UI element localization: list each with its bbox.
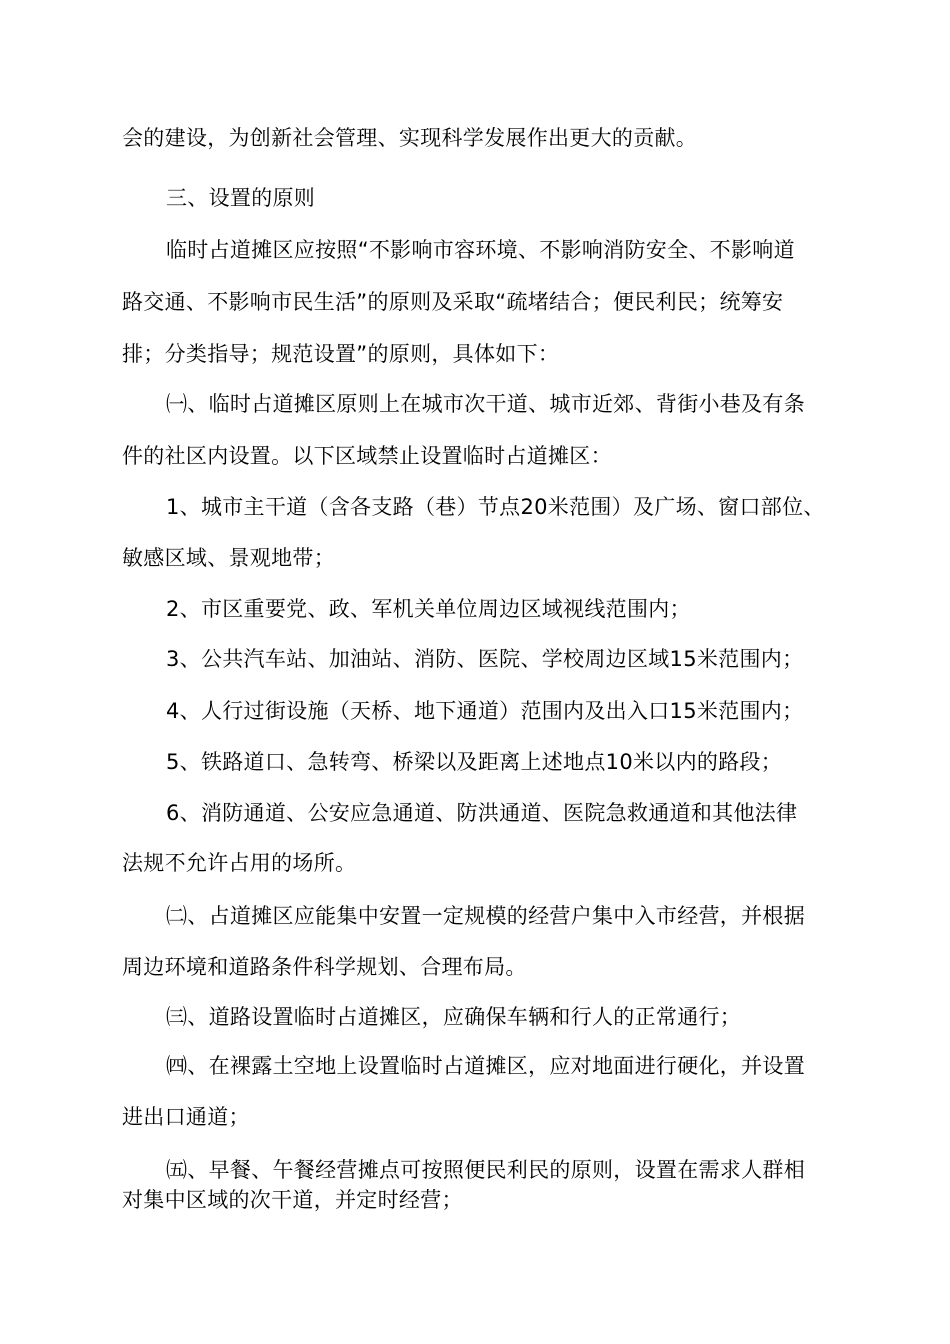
text-line: 4、人行过街设施（天桥、地下通道）范围内及出入口15米范围内； bbox=[166, 699, 804, 723]
text-line: 2、市区重要党、政、军机关单位周边区域视线范围内； bbox=[166, 597, 691, 621]
text-line: ㈤、早餐、午餐经营摊点可按照便民利民的原则，设置在需求人群相 bbox=[166, 1158, 805, 1182]
text-line: 1、城市主干道（含各支路（巷）节点20米范围）及广场、窗口部位、 bbox=[166, 495, 825, 519]
text-line: 3、公共汽车站、加油站、消防、医院、学校周边区域15米范围内； bbox=[166, 647, 804, 671]
text-line: 敏感区域、景观地带； bbox=[122, 546, 335, 570]
text-line: 法规不允许占用的场所。 bbox=[122, 851, 357, 875]
text-line: ㈠、临时占道摊区原则上在城市次干道、城市近郊、背街小巷及有条 bbox=[166, 392, 805, 416]
text-line: 6、消防通道、公安应急通道、防洪通道、医院急救通道和其他法律 bbox=[166, 801, 798, 825]
text-line: 会的建设，为创新社会管理、实现科学发展作出更大的贡献。 bbox=[122, 126, 698, 150]
text-line: 件的社区内设置。以下区域禁止设置临时占道摊区： bbox=[122, 444, 612, 468]
section-heading: 三、设置的原则 bbox=[166, 186, 316, 210]
text-line: 对集中区域的次干道，并定时经营； bbox=[122, 1188, 463, 1212]
text-line: 进出口通道； bbox=[122, 1105, 250, 1129]
text-line: ㈢、道路设置临时占道摊区，应确保车辆和行人的正常通行； bbox=[166, 1005, 742, 1029]
text-line: 临时占道摊区应按照“不影响市容环境、不影响消防安全、不影响道 bbox=[166, 238, 795, 262]
text-line: 排；分类指导；规范设置”的原则，具体如下： bbox=[122, 342, 560, 366]
text-line: 5、铁路道口、急转弯、桥梁以及距离上述地点10米以内的路段； bbox=[166, 750, 783, 774]
text-line: 周边环境和道路条件科学规划、合理布局。 bbox=[122, 955, 527, 979]
text-line: ㈣、在裸露土空地上设置临时占道摊区，应对地面进行硬化，并设置 bbox=[166, 1054, 805, 1078]
text-line: ㈡、占道摊区应能集中安置一定规模的经营户集中入市经营，并根据 bbox=[166, 904, 805, 928]
text-line: 路交通、不影响市民生活”的原则及采取“疏堵结合；便民利民；统筹安 bbox=[122, 290, 784, 314]
